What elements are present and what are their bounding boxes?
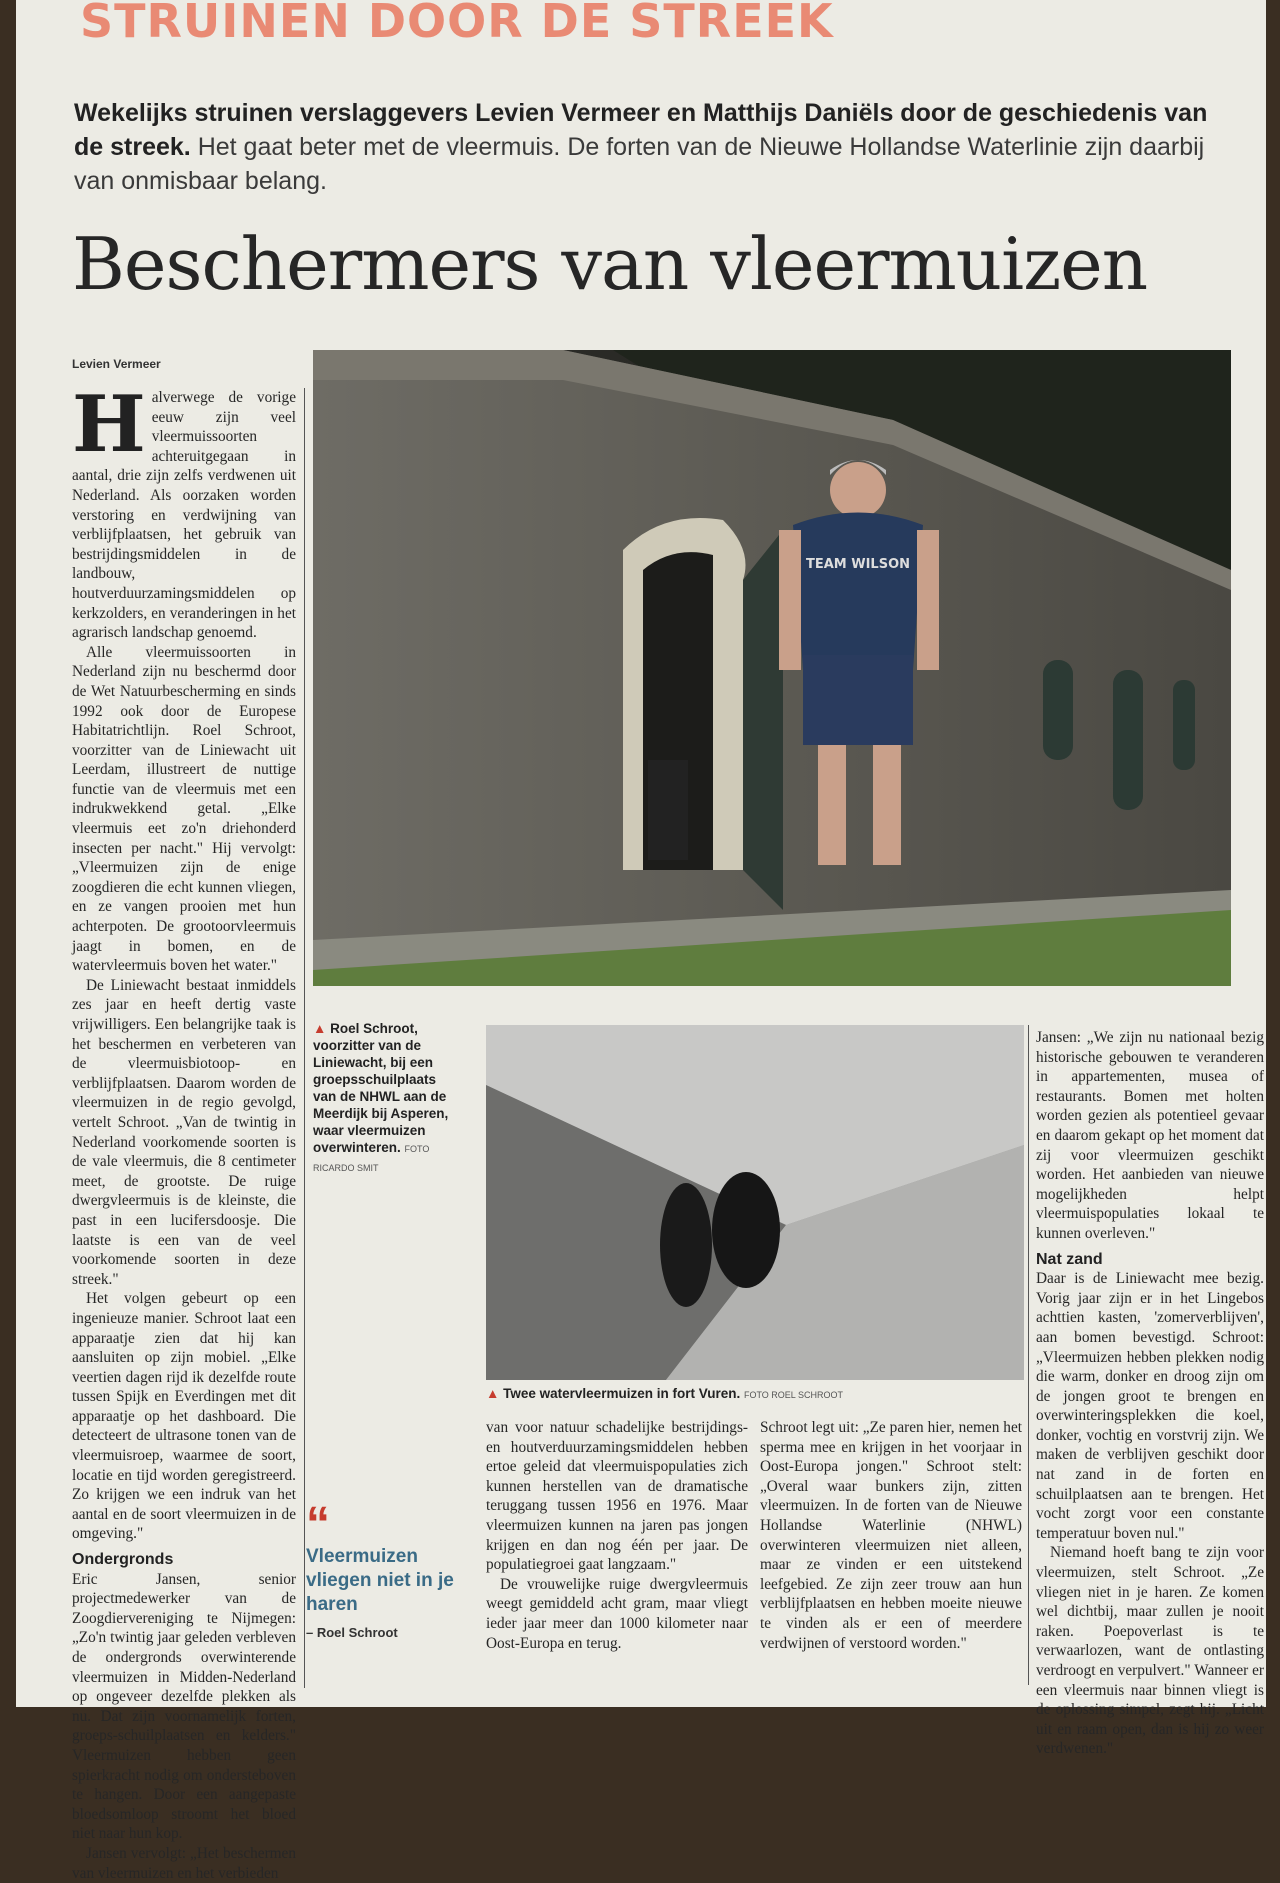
svg-text:TEAM WILSON: TEAM WILSON [805, 557, 911, 572]
paragraph-c5-2: Daar is de Liniewacht mee bezig. Vorig jaar zijn er in het Lingebos achttien kasten, 'zomerverblijven', aan bomen bevestigd. Schroot: „Vleermuizen hebben plekken nodig die warm, donker en droog zijn om de jongen groot te brengen en overwinteringsplekken die koel, donker, vochtig en vorstvrij zijn. We maken de verblijven geschikt door nat zand in de forten en schuilplaatsen aan te brengen. Het vocht zorgt voor een constante temperatuur boven nul." [1036, 1270, 1264, 1542]
drop-cap: H [72, 379, 146, 470]
byline: Levien Vermeer [72, 357, 161, 371]
section-kicker: STRUINEN DOOR DE STREEK [80, 0, 834, 48]
subhead-nat-zand: Nat zand [1036, 1250, 1103, 1268]
paragraph-c5-3: Niemand hoeft bang te zijn voor vleermuizen, stelt Schroot. „Ze vliegen niet in je haren. Ze komen wel dichtbij, maar zullen je nooit raken. Poepoverlast is te verwaarlozen, want de ontlasting verdroogt en verpulvert." Wanneer er een vleermuis naar binnen vliegt is de oplossing simpel, zegt hij. „Licht uit en raam open, dan is hij zo weer verdwenen." [1036, 1544, 1264, 1758]
paragraph-c5-1: Jansen: „We zijn nu nationaal bezig historische gebouwen te veranderen in appartementen, musea of restaurants. Bomen met holten worden gezien als potentieel gevaar en daarom gekapt op het moment dat zij voor vleermuizen geschikt worden. Het aanbieden van nieuwe mogelijkheden helpt vleermuispopulaties lokaal te kunnen overleven." [1036, 1029, 1264, 1242]
caption-bats-photo [486, 1385, 1024, 1404]
subhead-ondergronds: Ondergronds [72, 1551, 174, 1569]
quote-source: – Roel Schroot [306, 1625, 398, 1640]
paragraph-6: Jansen vervolgt: „Het beschermen van vleermuizen en het verbieden [72, 1844, 296, 1882]
column-rule [304, 388, 305, 1688]
headline: Beschermers van vleermuizen [72, 222, 1148, 306]
photo-credit: FOTO ROEL SCHROOT [743, 1390, 843, 1400]
column-4 [760, 1418, 1022, 1698]
fort-photo-svg [313, 350, 1231, 986]
paragraph-4: Het volgen gebeurt op een ingenieuze manier. Schroot laat een apparaatje zien dat hij kan aansluiten op zijn mobiel. „Elke veertien dagen rijd ik dezelfde route tussen Spijk en Everdingen met dit apparaatje op het dashboard. Die detecteert de ultrasone tonen van de vleermuisroep, waarmee de soort, locatie en tijd worden geregistreerd. Zo krijgen we een indruk van het aantal en de soort vleermuizen in de omgeving." [72, 1290, 296, 1543]
paragraph-5: Eric Jansen, senior projectmedewerker van de Zoogdiervereniging te Nijmegen: „Zo'n twintig jaar geleden verbleven de ondergronds overwinterende vleermuizen in Midden-Nederland op ongeveer dezelfde plekken als nu. Dat zijn voornamelijk forten, groeps-schuilplaatsen en kelders." Vleermuizen hebben geen spierkracht nodig om ondersteboven te hangen. Door een aangepaste bloedsomloop stroomt het bloed niet naar hun kop. [72, 1570, 296, 1843]
quote-marks: “ [306, 1498, 330, 1551]
paragraph-3: De Liniewacht bestaat inmiddels zes jaar en heeft dertig vaste vrijwilligers. Een belangrijke taak is het beschermen en verbeteren van de vleermuisbiotoop- en verblijfplaatsen. Daarom worden de vleermuizen in de regio gevolgd, vertelt Schroot. „Van de twintig in Nederland voorkomende soorten is de vale vleermuis, die 8 centimeter meet, de grootste. De ruige dwergvleermuis is de kleinste, die past in een lucifersdoosje. Die laatste is een van de veel voorkomende soorten in deze streek." [72, 976, 296, 1288]
caption-text: Twee watervleermuizen in fort Vuren. [503, 1386, 741, 1401]
newspaper-page [16, 0, 1266, 1882]
photo-credit: FOTO RICARDO SMIT [313, 1144, 430, 1173]
intro-text [74, 96, 1234, 198]
bat-2 [712, 1172, 780, 1288]
paragraph-c3-2: De vrouwelijke ruige dwergvleermuis weegt gemiddeld acht gram, maar vliegt ieder jaar meer dan 1000 kilometer naar Oost-Europa en terug. [486, 1575, 748, 1652]
column-1 [72, 379, 296, 1882]
caption-main-photo [313, 1020, 463, 1177]
column-3 [486, 1418, 748, 1698]
pull-quote [306, 1498, 466, 1640]
paragraph-2: Alle vleermuissoorten in Nederland zijn nu beschermd door de Wet Natuurbescherming en sinds 1992 ook door de Europese Habitatrichtlijn. Roel Schroot, voorzitter van de Liniewacht uit Leerdam, illustreert de nuttige functie van de vleermuis met een indrukwekkend getal. „Elke vleermuis eet zo'n driehonderd insecten per nacht." Hij vervolgt: „Vleermuizen zijn de enige zoogdieren die echt kunnen vliegen, en ze vangen prooien met hun achterpoten. De grootoorvleermuis jaagt in bomen, en de watervleermuis boven het water." [72, 643, 296, 975]
paragraph-c3-1: van voor natuur schadelijke bestrijdings- en houtverduurzamingsmiddelen hebben ertoe geleid dat vleermuispopulaties zich kunnen herstellen van de dramatische teruggang tussen 1956 en 1976. Maar vleermuizen kunnen na jaren pas jongen krijgen en dan nog één per jaar. De populatiegroei gaat langzaam." [486, 1419, 748, 1574]
column-5 [1036, 1028, 1264, 1758]
bat-1 [660, 1183, 712, 1307]
quote-text: Vleermuizen vliegen niet in je haren [306, 1546, 454, 1615]
bats-photo-svg [486, 1025, 1024, 1380]
photo-bats [486, 1025, 1024, 1380]
column-rule-right [1028, 1025, 1029, 1685]
intro-bold: Wekelijks struinen verslaggevers Levien Vermeer en Matthijs Daniëls door de geschiedenis van de streek. [74, 99, 1208, 161]
caption-marker: ▲ [313, 1021, 327, 1036]
paragraph-c4-1: Schroot legt uit: „Ze paren hier, nemen het sperma mee en krijgen in het voorjaar in Oost-Europa jongen." Schroot stelt: „Overal waar bunkers zijn, zitten vleermuizen. In de forten van de Nieuwe Hollandse Waterlinie (NHWL) overwinteren vleermuizen niet alleen, maar ze vinden er een uitstekend leefgebied. Ze zijn zeer trouw aan hun verblijfplaatsen en hebben moeite nieuwe te vinden als er een of meerdere verdwijnen of verstoord worden." [760, 1419, 1022, 1652]
caption-text: Roel Schroot, voorzitter van de Liniewacht, bij een groepsschuilplaats van de NHWL aan de Meerdijk bij Asperen, waar vleermuizen overwinteren. [313, 1021, 449, 1155]
photo-fort-man [313, 350, 1231, 986]
intro-rest: Het gaat beter met de vleermuis. De forten van de Nieuwe Hollandse Waterlinie zijn daarbij van onmisbaar belang. [74, 133, 1205, 195]
caption-marker: ▲ [486, 1386, 500, 1401]
paragraph-1: Halverwege de vorige eeuw zijn veel vleermuissoorten achteruitgegaan in aantal, drie zijn zelfs verdwenen uit Nederland. Als oorzaken worden verstoring en verdwijning van verblijfplaatsen, het gebruik van bestrijdingsmiddelen in de landbouw, houtverduurzamingsmiddelen op kerkzolders, en veranderingen in het agrarisch landschap genoemd. [72, 379, 296, 642]
